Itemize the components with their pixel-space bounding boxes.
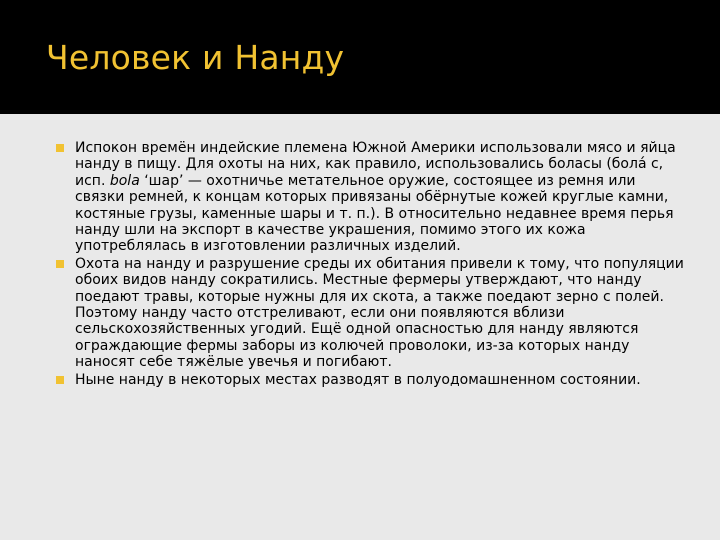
slide-title: Человек и Нанду	[46, 38, 345, 77]
bullet-1-part1: Испокон времён индейские племена Южной Америки использовали мясо и яйца нанду в пищу. Для охоты на них, как правило, использовались боласы (бола́ с, исп.	[75, 140, 676, 189]
square-bullet-icon	[56, 144, 64, 152]
square-bullet-icon	[56, 260, 64, 268]
bullet-list	[56, 140, 686, 389]
bullet-1-part2: ‘шар’ — охотничье метательное оружие, состоящее из ремня или связки ремней, к концам которых привязаны обёрнутые кожей круглые камни, костяные грузы, каменные шары и т. п.). В относительно недавнее время перья нанду шли на экспорт в качестве украшения, помимо этого их кожа употреблялась в изготовлении различных изделий.	[75, 172, 674, 255]
bullet-text-3: Ныне нанду в некоторых местах разводят в полуодомашненном состоянии.	[75, 371, 641, 388]
title-band	[0, 0, 720, 114]
bullet-item-3	[56, 372, 686, 388]
square-bullet-icon	[56, 376, 64, 384]
bullet-text-1	[75, 140, 686, 255]
bullet-1-italic-term: bola	[109, 172, 140, 189]
bullet-text-2: Охота на нанду и разрушение среды их обитания привели к тому, что популяции обоих видов нанду сократились. Местные фермеры утверждают, что нанду поедают травы, которые нужны для их скота, а также поедают зерно с полей. Поэтому нанду часто отстреливают, если они появляются вблизи сельскохозяйственных угодий. Ещё одной опасностью для нанду являются ограждающие фермы заборы из колючей проволоки, из-за которых нанду наносят себе тяжёлые увечья и погибают.	[75, 255, 684, 371]
bullet-item-1	[56, 140, 686, 255]
bullet-item-2	[56, 256, 686, 371]
